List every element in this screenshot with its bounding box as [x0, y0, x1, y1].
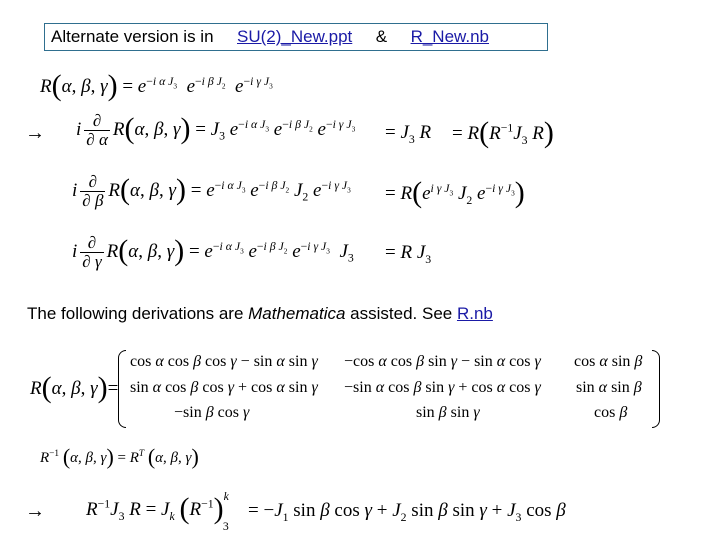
derivations-note: [27, 303, 493, 325]
equation-derivative-beta: i $\frac{\partial}{\partial \beta}$ R(α, β, $\gamma) = e^{-i \alpha J_3}$ $e^{-i \beta J_2}$ $J_2$ $e^{-i \gamma J_3}$: [72, 172, 351, 210]
derivations-note-pre: The following derivations are: [27, 304, 249, 323]
matrix-cell-23: sin α sin β: [576, 379, 642, 396]
equation-derivative-gamma-rhs: = R $J_3$: [385, 242, 432, 266]
rotation-matrix: [118, 350, 660, 428]
equation-j3-transform: $R^{-1}J_3$ $R = J_k$ $(R^{-1})^k_3$: [86, 489, 229, 533]
header-ampersand: &: [375, 27, 388, 46]
equation-derivative-alpha: i $\frac{\partial}{\partial \alpha}$ R(α, β, $\gamma) = J_3$ $e^{-i \alpha J_3}$ $e^{-i \beta J_2}$ $e^{-i \gamma J_3}$: [76, 111, 356, 149]
matrix-cell-31: −sin β cos γ: [174, 404, 250, 421]
link-su2-new-ppt[interactable]: SU(2)_New.ppt: [237, 27, 353, 46]
matrix-cell-13: cos α sin β: [574, 353, 643, 370]
link-r-nb[interactable]: R.nb: [456, 304, 493, 323]
implies-arrow-1: →: [25, 122, 45, 144]
equation-derivative-beta-rhs: = $R(e^{i \gamma J_3}$ $J_2$ $e^{-i \gamma J_3}$): [385, 176, 525, 209]
matrix-right-bracket: [652, 350, 660, 428]
matrix-lhs: R(α, β, γ)=: [30, 371, 119, 404]
matrix-cell-33: cos β: [594, 404, 628, 421]
link-r-new-nb[interactable]: R_New.nb: [410, 27, 489, 46]
equation-derivative-gamma: i $\frac{\partial}{\partial \gamma}$ R(α, β, $\gamma) = e^{-i \alpha J_3}$ $e^{-i \beta J_2}$ $e^{-i \gamma J_3}$ $J_3$: [72, 233, 354, 271]
equation-derivative-alpha-rhs2: = $R(R^{-1}J_3$ R): [452, 116, 554, 149]
matrix-left-bracket: [118, 350, 126, 428]
derivations-note-mathematica: Mathematica: [248, 304, 346, 323]
equation-inverse-transpose: $R^{-1}$ (α, β, $\gamma) = R^T$ (α, β, γ): [40, 444, 199, 469]
equation-derivative-alpha-rhs: = $J_3$ R: [385, 122, 432, 146]
header-box: [44, 23, 548, 51]
derivations-note-post: assisted. See: [345, 304, 457, 323]
matrix-cell-21: sin α cos β cos γ + cos α sin γ: [130, 379, 318, 396]
matrix-cell-11: cos α cos β cos γ − sin α sin γ: [130, 353, 318, 370]
equation-j3-transform-rhs: = $-J_1$ sin β $\cos \gamma + J_2$ sin β $\sin \gamma + J_3$ cos β: [248, 500, 566, 524]
matrix-cell-12: −cos α cos β sin γ − sin α cos γ: [344, 353, 541, 370]
implies-arrow-2: →: [25, 500, 45, 522]
matrix-cell-32: sin β sin γ: [416, 404, 480, 421]
header-prefix: Alternate version is in: [51, 27, 214, 46]
matrix-cell-22: −sin α cos β sin γ + cos α cos γ: [344, 379, 541, 396]
equation-rotation-definition: R(α, β, $\gamma) = e^{-i \alpha J_3}$ $e^{-i \beta J_2}$ $e^{-i \gamma J_3}$: [40, 69, 273, 102]
